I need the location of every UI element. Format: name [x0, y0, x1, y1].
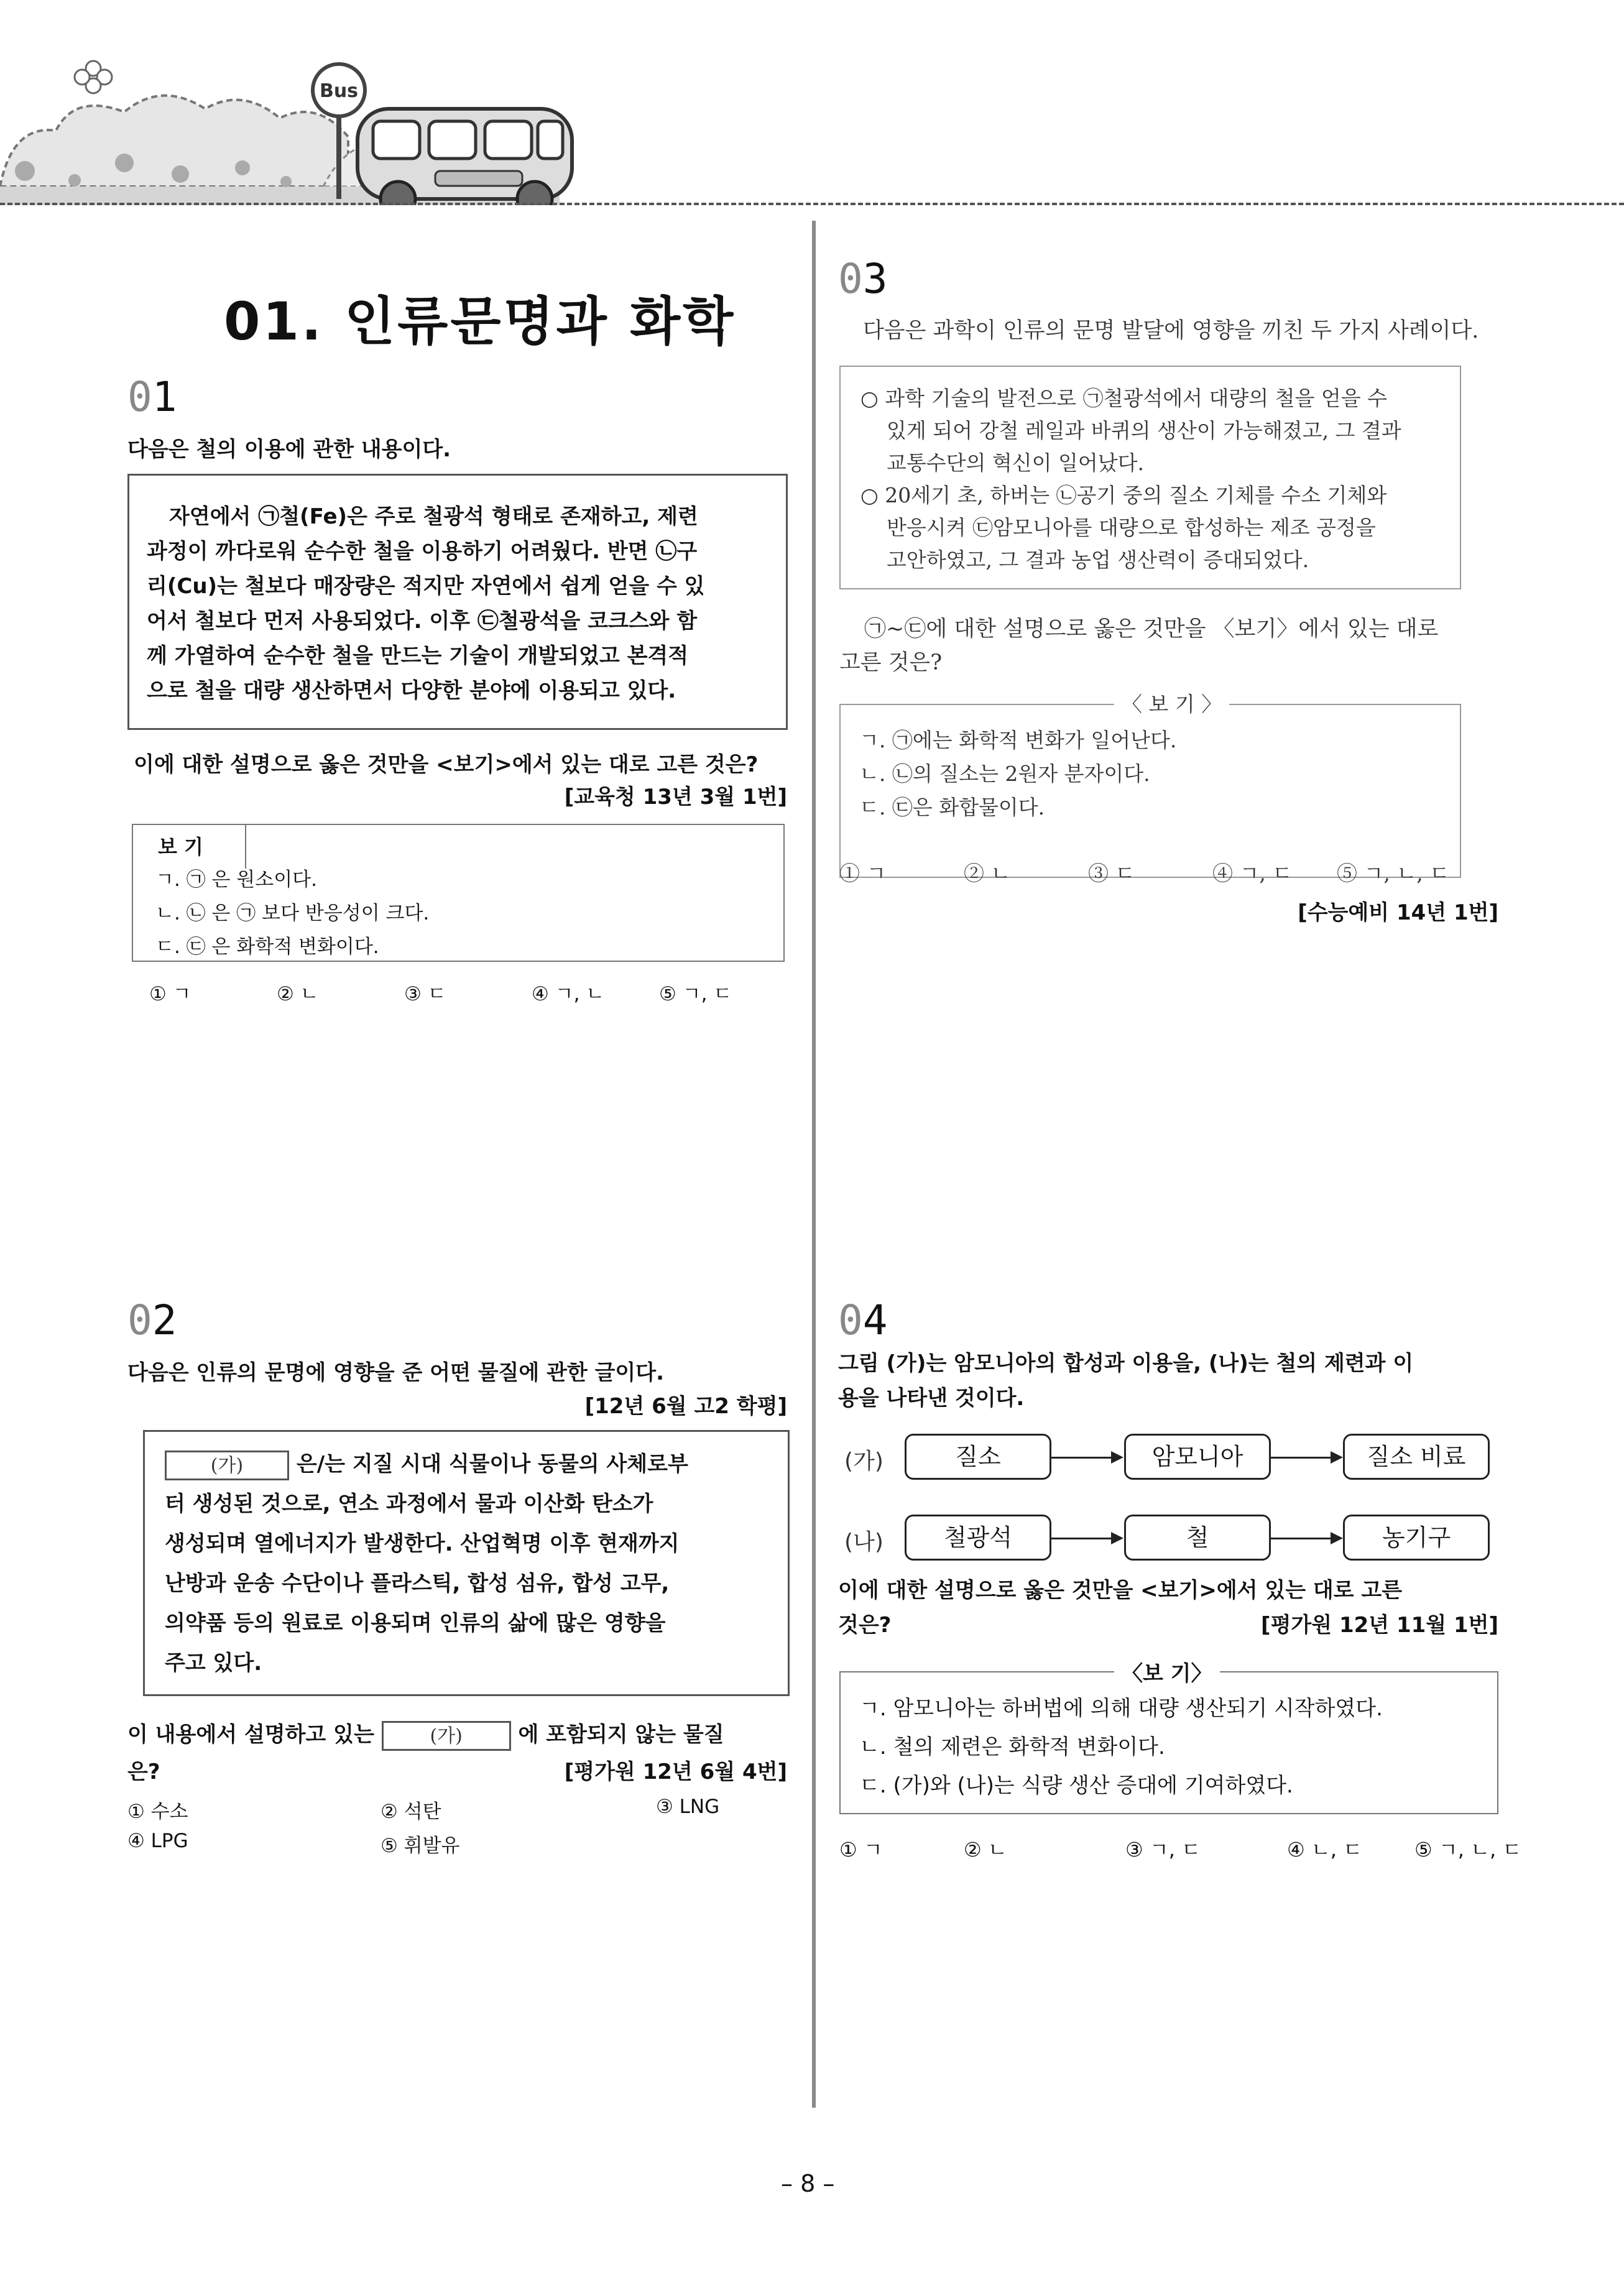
- q4-prompt: 그림 (가)는 암모니아의 합성과 이용을, (나)는 철의 제련과 이 용을 나타낸 것이다.: [838, 1351, 1414, 1411]
- q4-bogi-title: 〈보 기〉: [1114, 1656, 1220, 1687]
- header-decoration: [0, 0, 1624, 224]
- header-dashed-rule: [0, 203, 1624, 205]
- choice-3[interactable]: ③ ㄱ, ㄷ: [1125, 1838, 1201, 1861]
- choice-5[interactable]: ⑤ ㄱ, ㄴ, ㄷ: [1414, 1838, 1522, 1861]
- page-number: – 8 –: [781, 2170, 835, 2197]
- q4-choices: [839, 1834, 1539, 1863]
- choice-4[interactable]: ④ ㄱ, ㄴ: [532, 983, 605, 1005]
- flow-b-box-3: 농기구: [1343, 1515, 1490, 1561]
- q1-source: [교육청 13년 3월 1번]: [564, 785, 787, 810]
- q4-bogi-item: ㄷ. (가)와 (나)는 식량 생산 증대에 기여하였다.: [859, 1773, 1293, 1798]
- q3-passage-line: 고안하였고, 그 결과 농업 생산력이 증대되었다.: [887, 548, 1309, 572]
- q2-question: 이 내용에서 설명하고 있는 (가) 에 포함되지 않는 물질: [127, 1717, 724, 1751]
- q1-passage-box: [127, 474, 788, 730]
- q2-question-end: 은?: [127, 1760, 160, 1784]
- q3-choices: [839, 857, 1461, 890]
- question-number-4: 04: [838, 1296, 888, 1344]
- flow-b-arrow-1: [1051, 1538, 1121, 1539]
- q1-bogi-item: ㄷ. ㉢ 은 화학적 변화이다.: [155, 936, 379, 958]
- q1-passage-line: 리(Cu)는 철보다 매장량은 적지만 자연에서 쉽게 얻을 수 있: [147, 574, 705, 599]
- q4-bogi-box: [839, 1661, 1498, 1814]
- q3-passage-line: ○ 20세기 초, 하버는 ㉡공기 중의 질소 기체를 수소 기체와: [860, 483, 1387, 507]
- q2-source-2: [평가원 12년 6월 4번]: [564, 1760, 787, 1784]
- chapter-title: 01. 인류문명과 화학: [224, 291, 736, 352]
- choice-5[interactable]: ⑤ ㄱ, ㄴ, ㄷ: [1337, 861, 1450, 885]
- q3-passage-line: ○ 과학 기술의 발전으로 ㉠철광석에서 대량의 철을 얻을 수: [860, 386, 1388, 410]
- choice-3[interactable]: ③ LNG: [656, 1796, 720, 1818]
- q2-source: [12년 6월 고2 학평]: [584, 1394, 787, 1419]
- flow-a-box-3: 질소 비료: [1343, 1434, 1490, 1480]
- q2-passage-line: 생성되며 열에너지가 발생한다. 산업혁명 이후 현재까지: [165, 1531, 680, 1556]
- q3-passage-line: 교통수단의 혁신이 일어났다.: [887, 451, 1145, 475]
- q1-bogi-title: 보 기: [158, 835, 203, 859]
- choice-1[interactable]: ① ㄱ: [149, 983, 191, 1005]
- flow-a-arrow-1: [1051, 1457, 1121, 1459]
- q2-passage-box: [143, 1430, 790, 1696]
- q3-bogi-item: ㄱ. ㉠에는 화학적 변화가 일어난다.: [859, 728, 1177, 752]
- choice-2[interactable]: ② ㄴ: [964, 861, 1011, 885]
- choice-1[interactable]: ① ㄱ: [839, 1838, 883, 1861]
- choice-2[interactable]: ② ㄴ: [964, 1838, 1007, 1861]
- q4-source: [평가원 12년 11월 1번]: [1261, 1613, 1498, 1638]
- q4-bogi-item: ㄱ. 암모니아는 하버법에 의해 대량 생산되기 시작하였다.: [859, 1696, 1383, 1721]
- choice-5[interactable]: ⑤ 휘발유: [381, 1835, 460, 1857]
- q4-question: 이에 대한 설명으로 옳은 것만을 <보기>에서 있는 대로 고른 것은?: [838, 1578, 1403, 1638]
- flow-a-label: (가): [844, 1449, 884, 1474]
- flow-a-arrow-2: [1271, 1457, 1340, 1459]
- bus-illustration: [0, 0, 1624, 205]
- column-divider: [812, 221, 816, 2108]
- flow-a-box-1: 질소: [905, 1434, 1051, 1480]
- q2-prompt: 다음은 인류의 문명에 영향을 준 어떤 물질에 관한 글이다.: [127, 1360, 665, 1385]
- q2-blank-inline: (가): [382, 1721, 511, 1751]
- q1-prompt: 다음은 철의 이용에 관한 내용이다.: [127, 437, 451, 462]
- flow-b-arrow-2: [1271, 1538, 1340, 1539]
- choice-2[interactable]: ② 석탄: [381, 1801, 441, 1823]
- question-number-1: 01: [127, 373, 177, 421]
- q3-bogi-item: ㄴ. ㉡의 질소는 2원자 분자이다.: [859, 762, 1150, 786]
- q3-question: ㉠~㉢에 대한 설명으로 옳은 것만을 〈보기〉에서 있는 대로 고른 것은?: [839, 617, 1439, 675]
- q1-passage-line: 과정이 까다로워 순수한 철을 이용하기 어려웠다. 반면 ㉡구: [147, 539, 698, 564]
- q3-bogi-box: [839, 692, 1461, 878]
- choice-4[interactable]: ④ LPG: [127, 1830, 188, 1852]
- choice-4[interactable]: ④ ㄱ, ㄷ: [1212, 861, 1293, 885]
- q3-source: [수능예비 14년 1번]: [1298, 900, 1498, 925]
- q3-bogi-title: 〈 보 기 〉: [1114, 688, 1229, 721]
- q2-passage-line: 의약품 등의 원료로 이용되며 인류의 삶에 많은 영향을: [165, 1611, 666, 1636]
- q2-passage-line: 주고 있다.: [165, 1651, 262, 1676]
- q1-passage-line: 어서 철보다 먼저 사용되었다. 이후 ㉢철광석을 코크스와 함: [147, 609, 698, 634]
- q2-passage-line: 난방과 운송 수단이나 플라스틱, 합성 섬유, 합성 고무,: [165, 1571, 670, 1596]
- choice-3[interactable]: ③ ㄷ: [404, 983, 446, 1005]
- q2-passage-line: 터 생성된 것으로, 연소 과정에서 물과 이산화 탄소가: [165, 1492, 653, 1516]
- q3-passage-line: 반응시켜 ㉢암모니아를 대량으로 합성하는 제조 공정을: [887, 515, 1376, 540]
- q1-choices: [149, 978, 787, 1006]
- q1-passage-line: 자연에서 ㉠철(Fe)은 주로 철광석 형태로 존재하고, 제련: [169, 504, 698, 529]
- q1-question: 이에 대한 설명으로 옳은 것만을 <보기>에서 있는 대로 고른 것은?: [134, 752, 759, 777]
- bus-stop-sign: Bus: [319, 80, 359, 102]
- q4-bogi-item: ㄴ. 철의 제련은 화학적 변화이다.: [859, 1735, 1165, 1760]
- q3-prompt: 다음은 과학이 인류의 문명 발달에 영향을 끼친 두 가지 사례이다.: [863, 318, 1479, 343]
- flow-b-box-1: 철광석: [905, 1515, 1051, 1561]
- choice-1[interactable]: ① 수소: [127, 1801, 188, 1823]
- q3-bogi-item: ㄷ. ㉢은 화합물이다.: [859, 795, 1045, 819]
- q1-bogi-item: ㄱ. ㉠ 은 원소이다.: [155, 869, 317, 891]
- choice-2[interactable]: ② ㄴ: [277, 983, 319, 1005]
- q1-passage-line: 으로 철을 대량 생산하면서 다양한 분야에 이용되고 있다.: [147, 678, 676, 703]
- q3-passage-box: [839, 366, 1461, 589]
- question-number-3: 03: [838, 255, 888, 303]
- choice-5[interactable]: ⑤ ㄱ, ㄷ: [659, 983, 732, 1005]
- q1-bogi-item: ㄴ. ㉡ 은 ㉠ 보다 반응성이 크다.: [155, 902, 430, 925]
- flow-b-box-2: 철: [1124, 1515, 1271, 1561]
- question-number-2: 02: [127, 1296, 177, 1344]
- flow-b-label: (나): [844, 1529, 884, 1555]
- choice-4[interactable]: ④ ㄴ, ㄷ: [1287, 1838, 1363, 1861]
- flow-a-box-2: 암모니아: [1124, 1434, 1271, 1480]
- choice-1[interactable]: ① ㄱ: [839, 861, 887, 885]
- q2-blank: (가): [165, 1451, 289, 1480]
- q1-passage-line: 께 가열하여 순수한 철을 만드는 기술이 개발되었고 본격적: [147, 644, 689, 668]
- q1-bogi-box: [132, 824, 785, 962]
- q2-passage-line: 은/는 지질 시대 식물이나 동물의 사체로부: [296, 1452, 688, 1477]
- q3-passage-line: 있게 되어 강철 레일과 바퀴의 생산이 가능해졌고, 그 결과: [887, 418, 1401, 443]
- choice-3[interactable]: ③ ㄷ: [1088, 861, 1135, 885]
